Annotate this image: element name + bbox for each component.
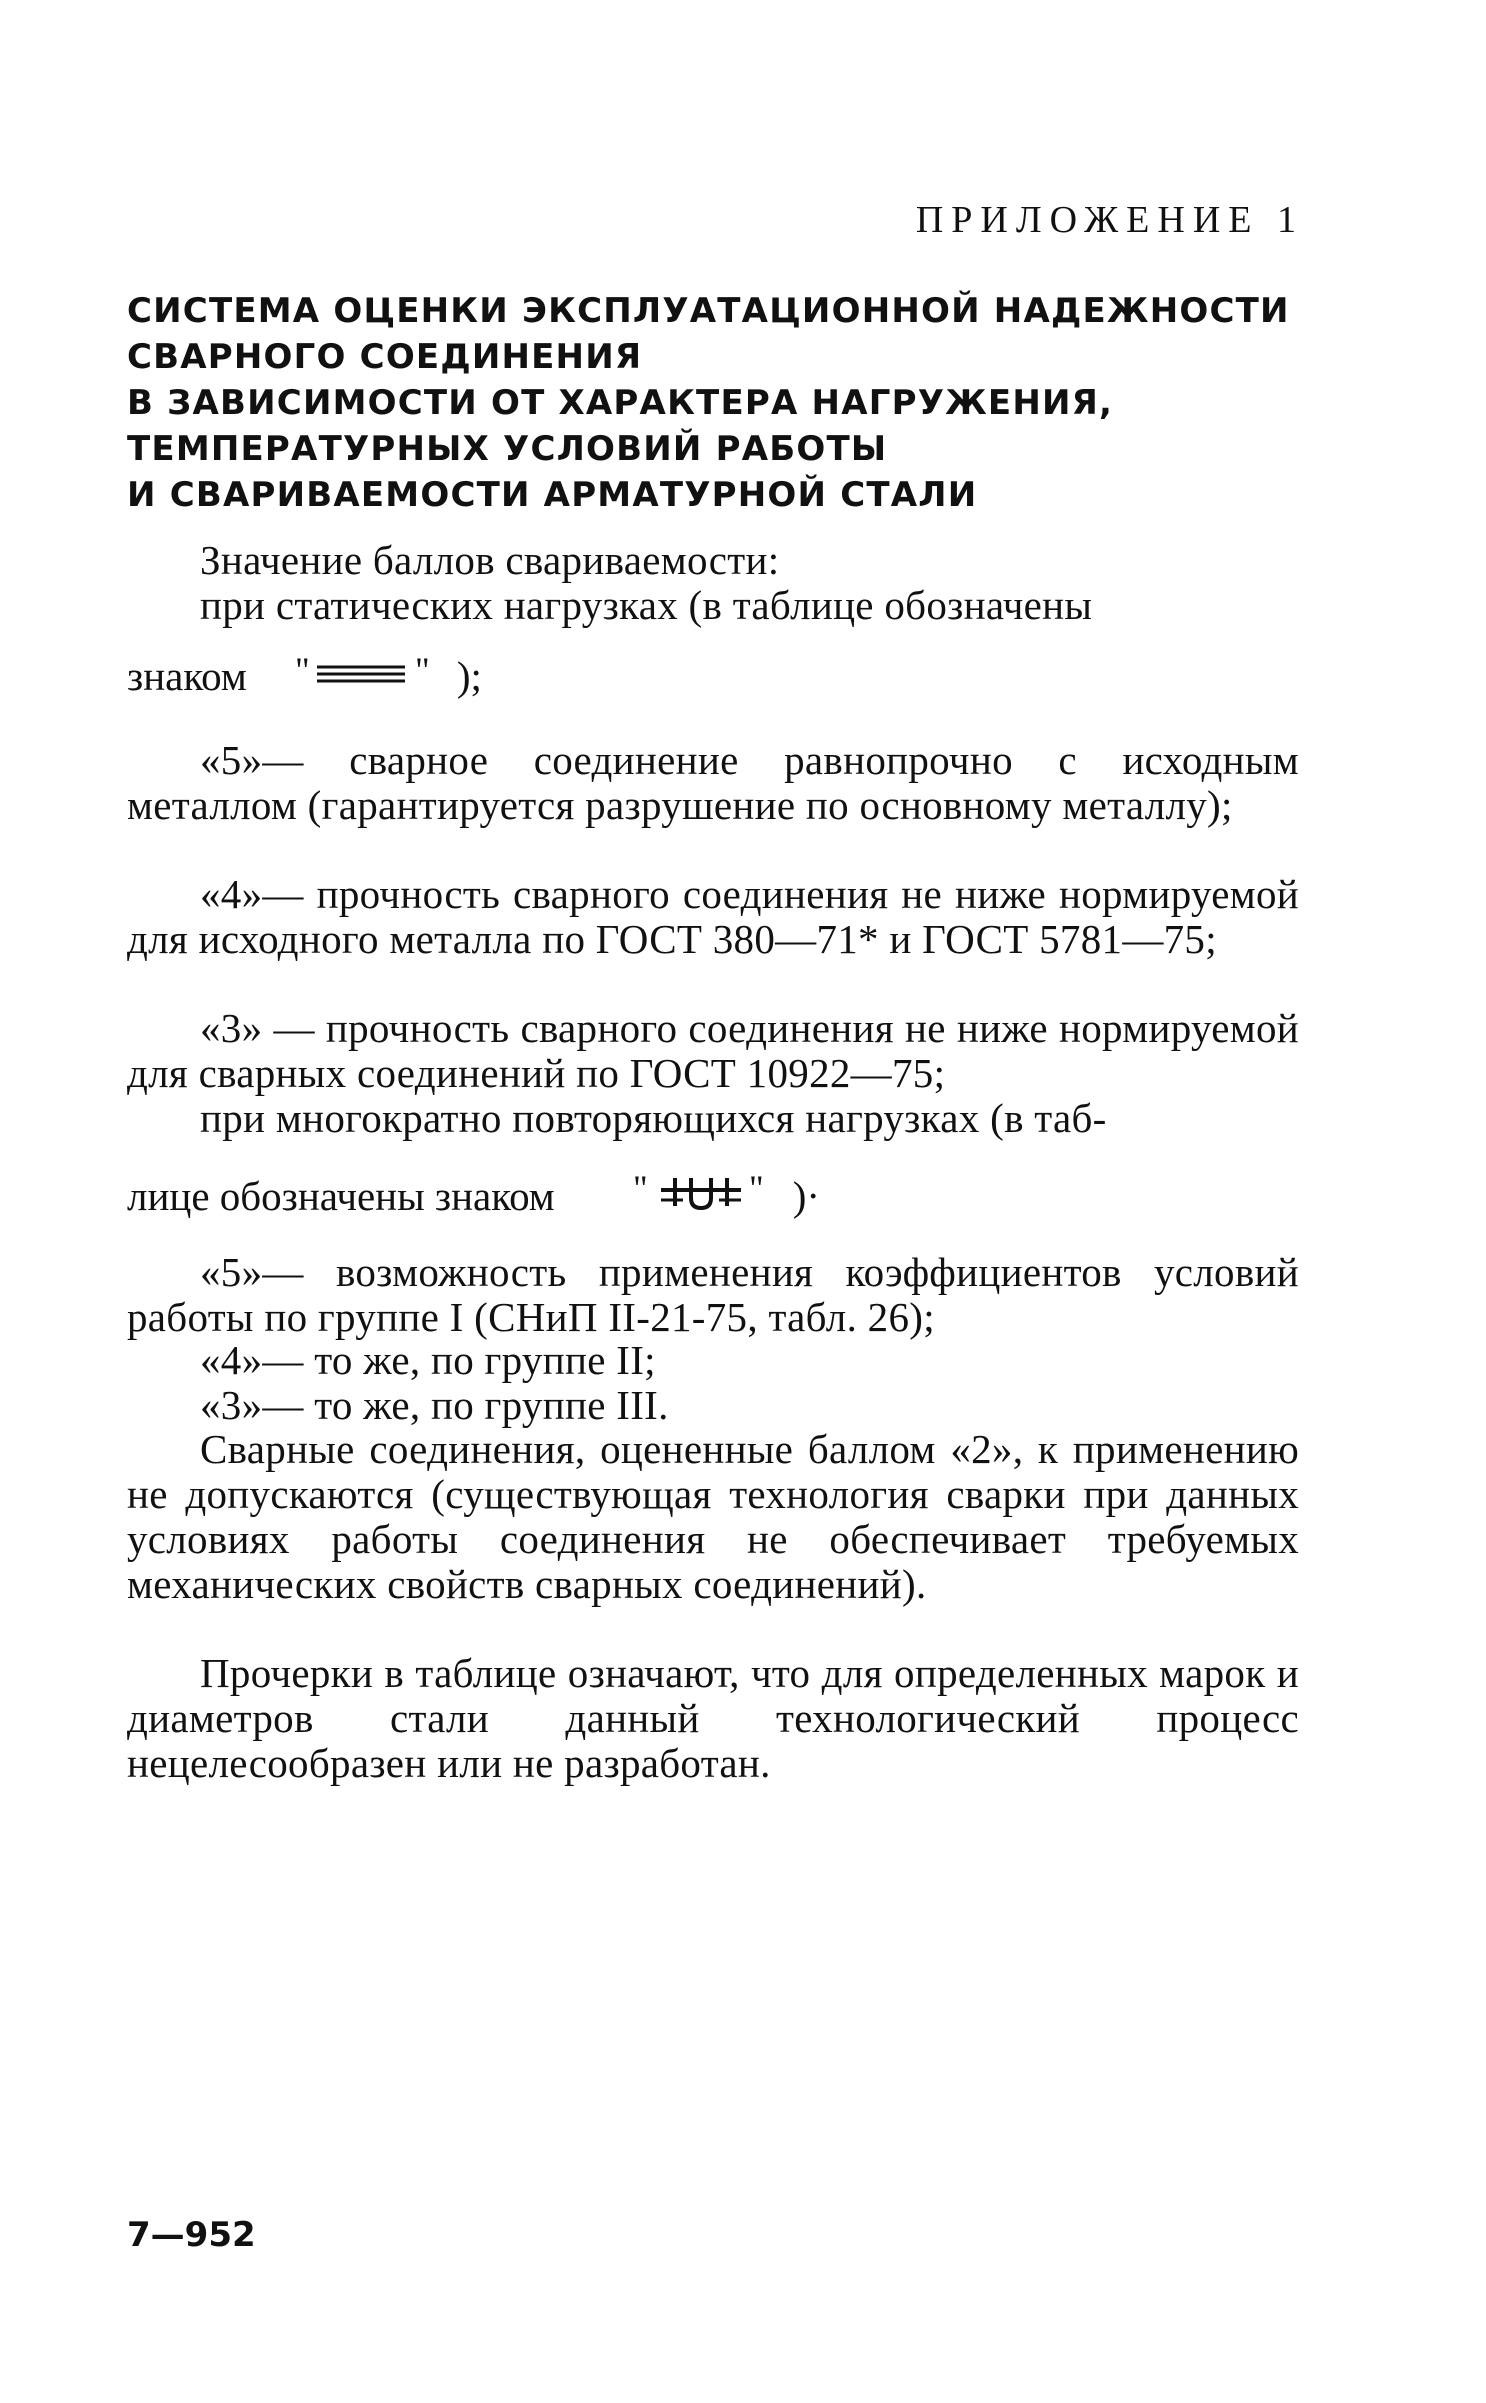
appendix-label: ПРИЛОЖЕНИЕ 1 [915,199,1304,241]
title-line: СИСТЕМА ОЦЕНКИ ЭКСПЛУАТАЦИОННОЙ НАДЕЖНОСТИ [127,291,1290,331]
title-line: СВАРНОГО СОЕДИНЕНИЯ [127,337,643,377]
cyclic-load-sign-icon [633,1168,783,1225]
cyclic-load-lead: при многократно повторяющихся нагрузках (в таб- [200,1095,1107,1141]
title-line: И СВАРИВАЕМОСТИ АРМАТУРНОЙ СТАЛИ [127,475,978,515]
static-sign-line [127,652,482,701]
static-load-sign-icon [295,652,445,701]
static-sign-suffix: ); [456,653,482,699]
title-line: В ЗАВИСИМОСТИ ОТ ХАРАКТЕРА НАГРУЖЕНИЯ, [127,383,1114,423]
svg-text:": " [632,1168,648,1208]
svg-text:": " [748,1168,764,1208]
dashes-note: Прочерки в таблице означают, что для определенных марок и диаметров стали данный технологический процесс нецелесообразен или не разработан. [127,1650,1299,1786]
title-line: ТЕМПЕРАТУРНЫХ УСЛОВИЙ РАБОТЫ [127,429,888,469]
static-sign-prefix: знаком [127,653,247,699]
cyclic-grade-4: «4»— то же, по группе II; [200,1337,656,1383]
svg-text:": " [414,652,430,690]
cyclic-grade-5: «5»— возможность применения коэффициентов условий работы по группе I (СНиП II-21-75, табл. 26); [127,1249,1299,1340]
static-grade-4: «4»— прочность сварного соединения не ниже нормируемой для исходного металла по ГОСТ 380—71* и ГОСТ 5781—75; [127,871,1299,962]
document-title [127,288,1307,518]
cyclic-sign-line [127,1168,820,1225]
intro-paragraph: Значение баллов свариваемости: [200,537,780,583]
cyclic-grade-3: «3»— то же, по группе III. [200,1382,669,1428]
grade-2-note: Сварные соединения, оцененные баллом «2», к применению не допускаются (существующая технология сварки при данных условиях работы соединения не обеспечивает требуемых механических свойств сварных соединений). [127,1426,1299,1607]
static-grade-5: «5»— сварное соединение равнопрочно с исходным металлом (гарантируется разрушение по основному металлу); [127,737,1299,828]
page-code: 7—952 [127,2215,256,2255]
static-load-lead: при статических нагрузках (в таблице обозначены [200,582,1093,628]
cyclic-sign-suffix: )· [792,1173,821,1219]
cyclic-sign-prefix: лице обозначены знаком [127,1173,555,1219]
static-grade-3: «3» — прочность сварного соединения не ниже нормируемой для сварных соединений по ГОСТ 10922—75; [127,1005,1299,1096]
svg-text:": " [294,652,310,690]
